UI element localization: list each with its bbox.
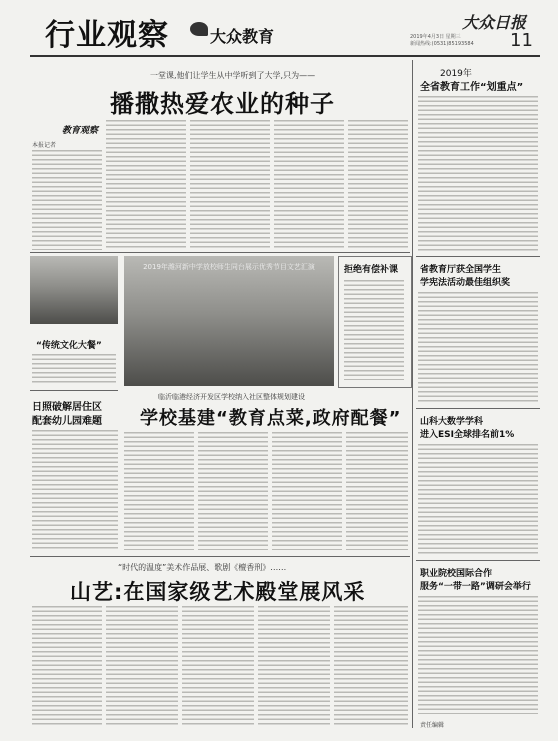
section-title: 行业观察 (45, 18, 169, 53)
right-rule-3 (416, 560, 540, 561)
footer-editor: 责任编辑 (420, 722, 445, 729)
paper-name: 大众日报 (462, 13, 527, 32)
lead-text-col-3 (190, 120, 270, 248)
lead-text-col-1 (32, 150, 102, 250)
right-story2-line2: 学宪法活动最佳组织奖 (420, 278, 511, 288)
bottom-text-col-3 (182, 606, 254, 726)
school-story-kicker: 临沂临港经济开发区学校纳入社区整体规划建设 (158, 393, 305, 401)
left-story-headline-1: 日照破解居住区 (32, 402, 102, 413)
school-story-headline: 学校基建“教育点菜,政府配餐” (140, 408, 402, 429)
right-story4-text (418, 596, 538, 714)
bottom-story-rule (30, 556, 410, 557)
column-badge-label: 教育观察 (62, 126, 99, 136)
right-story3-line1: 山科大数学学科 (420, 417, 484, 427)
sidebar-box-title: 拒绝有偿补课 (344, 265, 399, 275)
issue-hotline: 新闻热线:(0531)85193584 (410, 41, 474, 47)
right-column-divider (412, 60, 413, 728)
right-story3-text (418, 444, 538, 556)
students-photo (30, 256, 118, 324)
lead-text-col-2 (106, 120, 186, 248)
right-story4-line2: 服务“一带一路”调研会举行 (420, 582, 531, 592)
lead-text-col-5 (348, 120, 408, 248)
right-story2-line1: 省教育厅获全国学生 (420, 265, 502, 275)
right-story4-line1: 职业院校国际合作 (420, 569, 493, 579)
bottom-text-col-5 (334, 606, 408, 726)
left-story-headline-2: 配套幼儿园难题 (32, 416, 102, 427)
left-photo-caption: “传统文化大餐” (36, 341, 102, 351)
lead-text-col-4 (274, 120, 344, 248)
school-text-col-4 (346, 432, 408, 550)
right-story3-line2: 进入ESI全球排名前1% (420, 430, 515, 440)
page-number: 11 (510, 30, 533, 51)
lead-bottom-rule (30, 252, 410, 253)
lead-headline: 播撒热爱农业的种子 (110, 90, 335, 118)
bottom-text-col-2 (106, 606, 178, 726)
right-story2-text (418, 292, 538, 404)
bottom-text-col-1 (32, 606, 102, 726)
left-story-rule (30, 390, 118, 391)
right-story1-kicker: 2019年 (440, 69, 472, 79)
section-brand: 大众教育 (210, 27, 275, 46)
bottom-story-headline: 山艺:在国家级艺术殿堂展风采 (70, 580, 366, 604)
school-text-col-2 (198, 432, 268, 550)
issue-meta (410, 34, 510, 48)
issue-date: 2019年4月3日 星期三 (410, 34, 461, 40)
event-photo-banner: 2019年潍河新中学放校师生同台展示优秀节目文艺汇演 (143, 263, 315, 271)
masthead-rule (30, 55, 540, 57)
bottom-story-kicker: “时代的温度”美术作品展、歌剧《檀香刑》…… (118, 563, 287, 572)
left-story-text (32, 430, 118, 550)
lead-byline: 本报记者 (32, 142, 57, 149)
right-story1-text (418, 96, 538, 252)
brand-logo-icon (190, 22, 208, 36)
right-story1-headline: 全省教育工作“划重点” (420, 82, 524, 93)
bottom-text-col-4 (258, 606, 330, 726)
lead-kicker: 一堂课,他们让学生从中学听到了大学,只为—— (150, 71, 316, 80)
school-text-col-3 (272, 432, 342, 550)
left-photo-text (32, 354, 116, 384)
right-rule-2 (416, 408, 540, 409)
event-photo (124, 256, 334, 386)
right-rule-1 (416, 256, 540, 257)
school-text-col-1 (124, 432, 194, 550)
sidebar-box-text (344, 280, 404, 380)
